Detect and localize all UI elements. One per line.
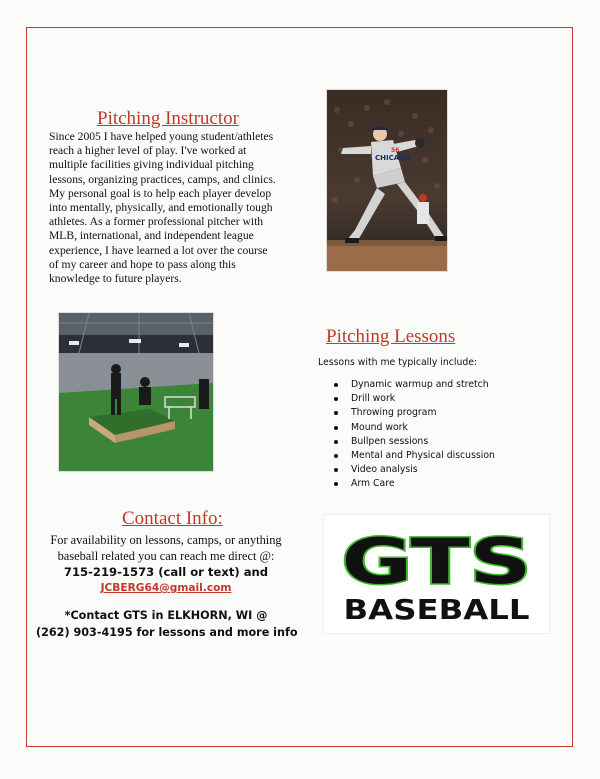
- bullet-icon: [334, 411, 338, 415]
- contact-text-line: baseball related you can reach me direct @:: [57, 549, 275, 563]
- contact-heading: Contact Info:: [122, 508, 223, 529]
- lesson-item: [331, 436, 495, 450]
- intro-line: into mentally, physically, and emotionally tough: [49, 201, 273, 215]
- lesson-item-label: Drill work: [351, 393, 396, 405]
- pitcher-photo: [327, 90, 447, 271]
- lesson-item: [331, 422, 495, 436]
- lesson-item-label: Mental and Physical discussion: [351, 449, 495, 461]
- gts-contact-line: *Contact GTS in ELKHORN, WI @: [64, 609, 268, 622]
- bullet-icon: [334, 454, 338, 458]
- lesson-item-label: Arm Care: [351, 478, 395, 490]
- jersey-number: 56: [391, 147, 400, 154]
- bullet-icon: [334, 468, 338, 472]
- lessons-intro: Lessons with me typically include:: [318, 357, 478, 368]
- gts-baseball-logo: [324, 515, 549, 633]
- logo-baseball-text: BASEBALL: [343, 593, 530, 626]
- lesson-item-label: Bullpen sessions: [351, 435, 429, 447]
- jersey-text: CHICAGO: [375, 154, 411, 162]
- intro-line: experience, I have learned a lot over the course: [49, 243, 268, 257]
- intro-line: Since 2005 I have helped young student/athletes: [49, 130, 274, 143]
- lessons-heading: Pitching Lessons: [326, 326, 456, 347]
- intro-line: of my career and hope to pass along this: [49, 257, 236, 271]
- contact-email-link[interactable]: JCBERG64@gmail.com: [100, 582, 232, 594]
- logo-gts-text: GTS: [341, 525, 532, 598]
- intro-line: My personal goal is to help each player develop: [49, 186, 272, 200]
- lesson-item-label: Video analysis: [351, 464, 418, 476]
- lesson-item: [331, 393, 495, 407]
- lesson-item-label: Throwing program: [351, 407, 437, 419]
- lesson-item: [331, 478, 495, 492]
- intro-line: lessons, organizing practices, camps, and clinics.: [49, 172, 276, 186]
- bullet-icon: [334, 440, 338, 444]
- lesson-item: [331, 407, 495, 421]
- bullet-icon: [334, 426, 338, 430]
- lesson-item-label: Dynamic warmup and stretch: [351, 379, 489, 390]
- intro-line: multiple facilities giving individual pitching: [49, 158, 254, 172]
- bullet-icon: [334, 383, 338, 387]
- contact-phone: 715-219-1573 (call or text) and: [63, 565, 269, 579]
- intro-line: reach a higher level of play. I've worked at: [49, 144, 247, 158]
- bullet-icon: [334, 397, 338, 401]
- bullet-icon: [334, 482, 338, 486]
- intro-line: knowledge to future players.: [49, 272, 182, 286]
- gts-contact-line: (262) 903-4195 for lessons and more info: [36, 626, 298, 639]
- lesson-item-label: Mound work: [351, 421, 408, 433]
- lesson-item: [331, 450, 495, 464]
- instructor-heading: Pitching Instructor: [97, 108, 239, 129]
- facility-photo: [59, 313, 213, 471]
- intro-line: MLB, international, and independent league: [49, 229, 254, 243]
- lesson-item: [331, 379, 495, 393]
- contact-text-line: For availability on lessons, camps, or anything: [50, 533, 282, 547]
- lesson-item: [331, 464, 495, 478]
- intro-line: athletes. As a former professional pitcher with: [49, 215, 264, 229]
- intro-paragraph: [49, 130, 299, 286]
- lessons-list: [331, 379, 495, 493]
